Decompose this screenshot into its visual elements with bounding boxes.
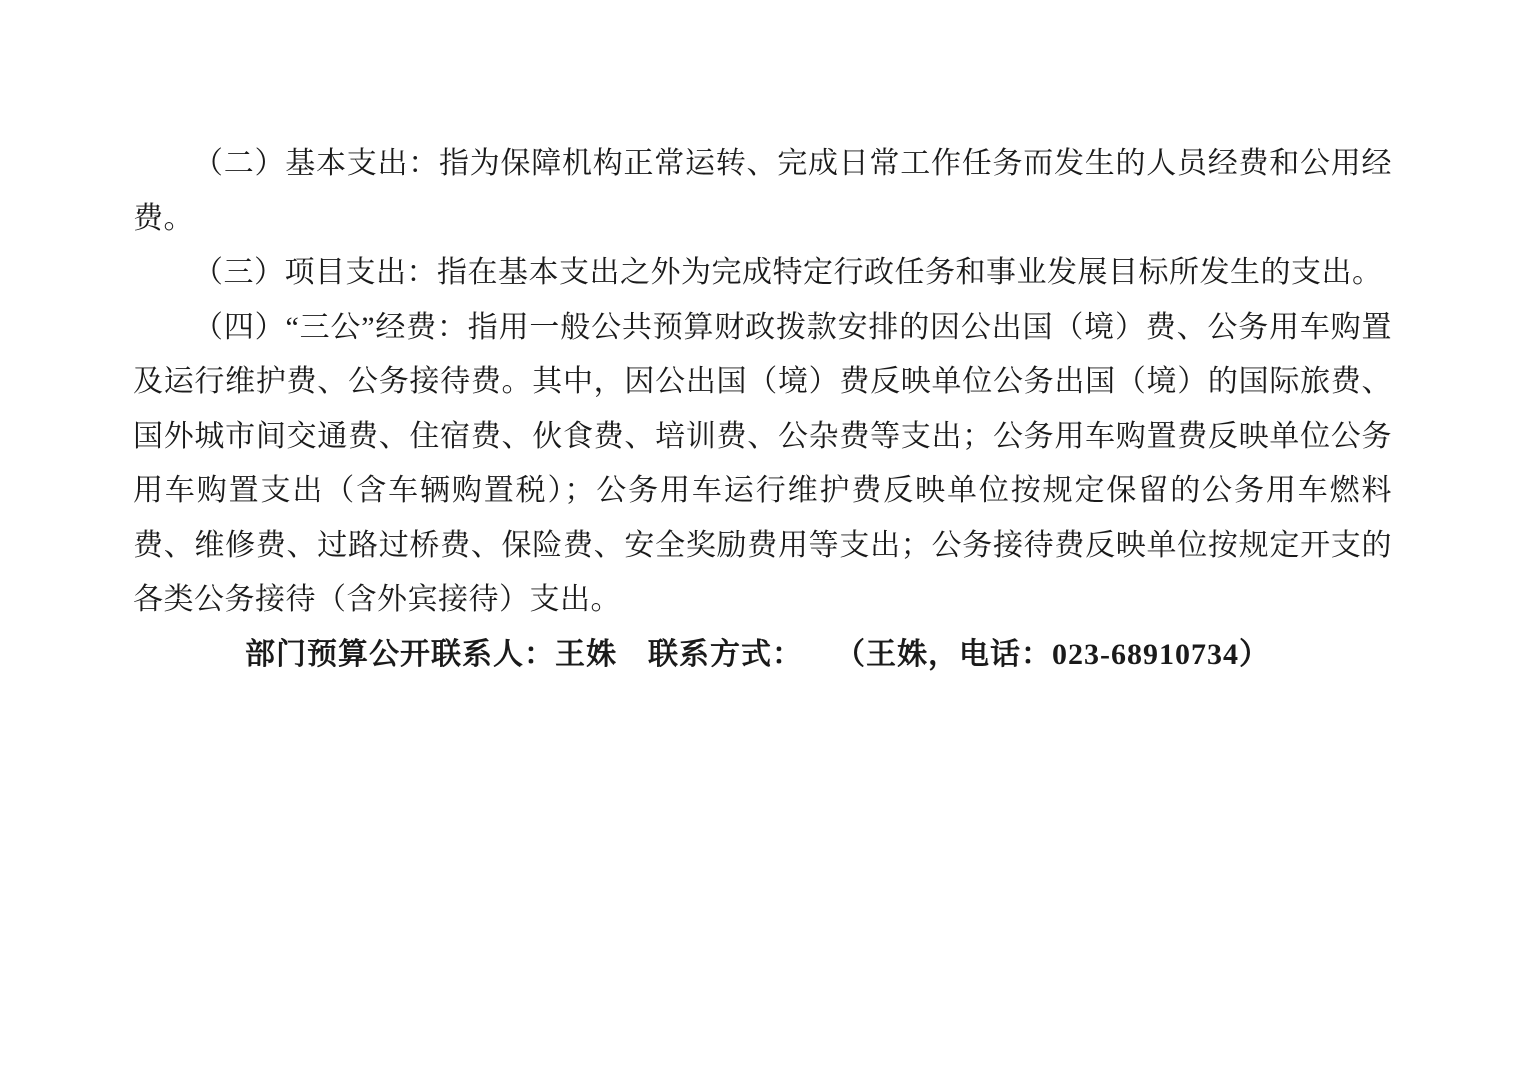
paragraph-basic-expenditure: （二）基本支出：指为保障机构正常运转、完成日常工作任务而发生的人员经费和公用经费。: [133, 147, 1392, 235]
paragraph-project-expenditure: （三）项目支出：指在基本支出之外为完成特定行政任务和事业发展目标所发生的支出。: [193, 256, 1383, 289]
contact-line: 部门预算公开联系人：王姝 联系方式： （王姝，电话：023-68910734）: [245, 637, 1270, 671]
paragraph-three-public-funds: （四）“三公”经费：指用一般公共预算财政拨款安排的因公出国（境）费、公务用车购置及运行维护费、公务接待费。其中，因公出国（境）费反映单位公务出国（境）的国际旅费、国外城市间交通费、住宿费、伙食费、培训费、公杂费等支出；公务用车购置费反映单位公务用车购置支出（含车辆购置税）；公务用车运行维护费反映单位按规定保留的公务用车燃料费、维修费、过路过桥费、保险费、安全奖励费用等支出；公务接待费反映单位按规定开支的各类公务接待（含外宾接待）支出。: [133, 310, 1392, 616]
